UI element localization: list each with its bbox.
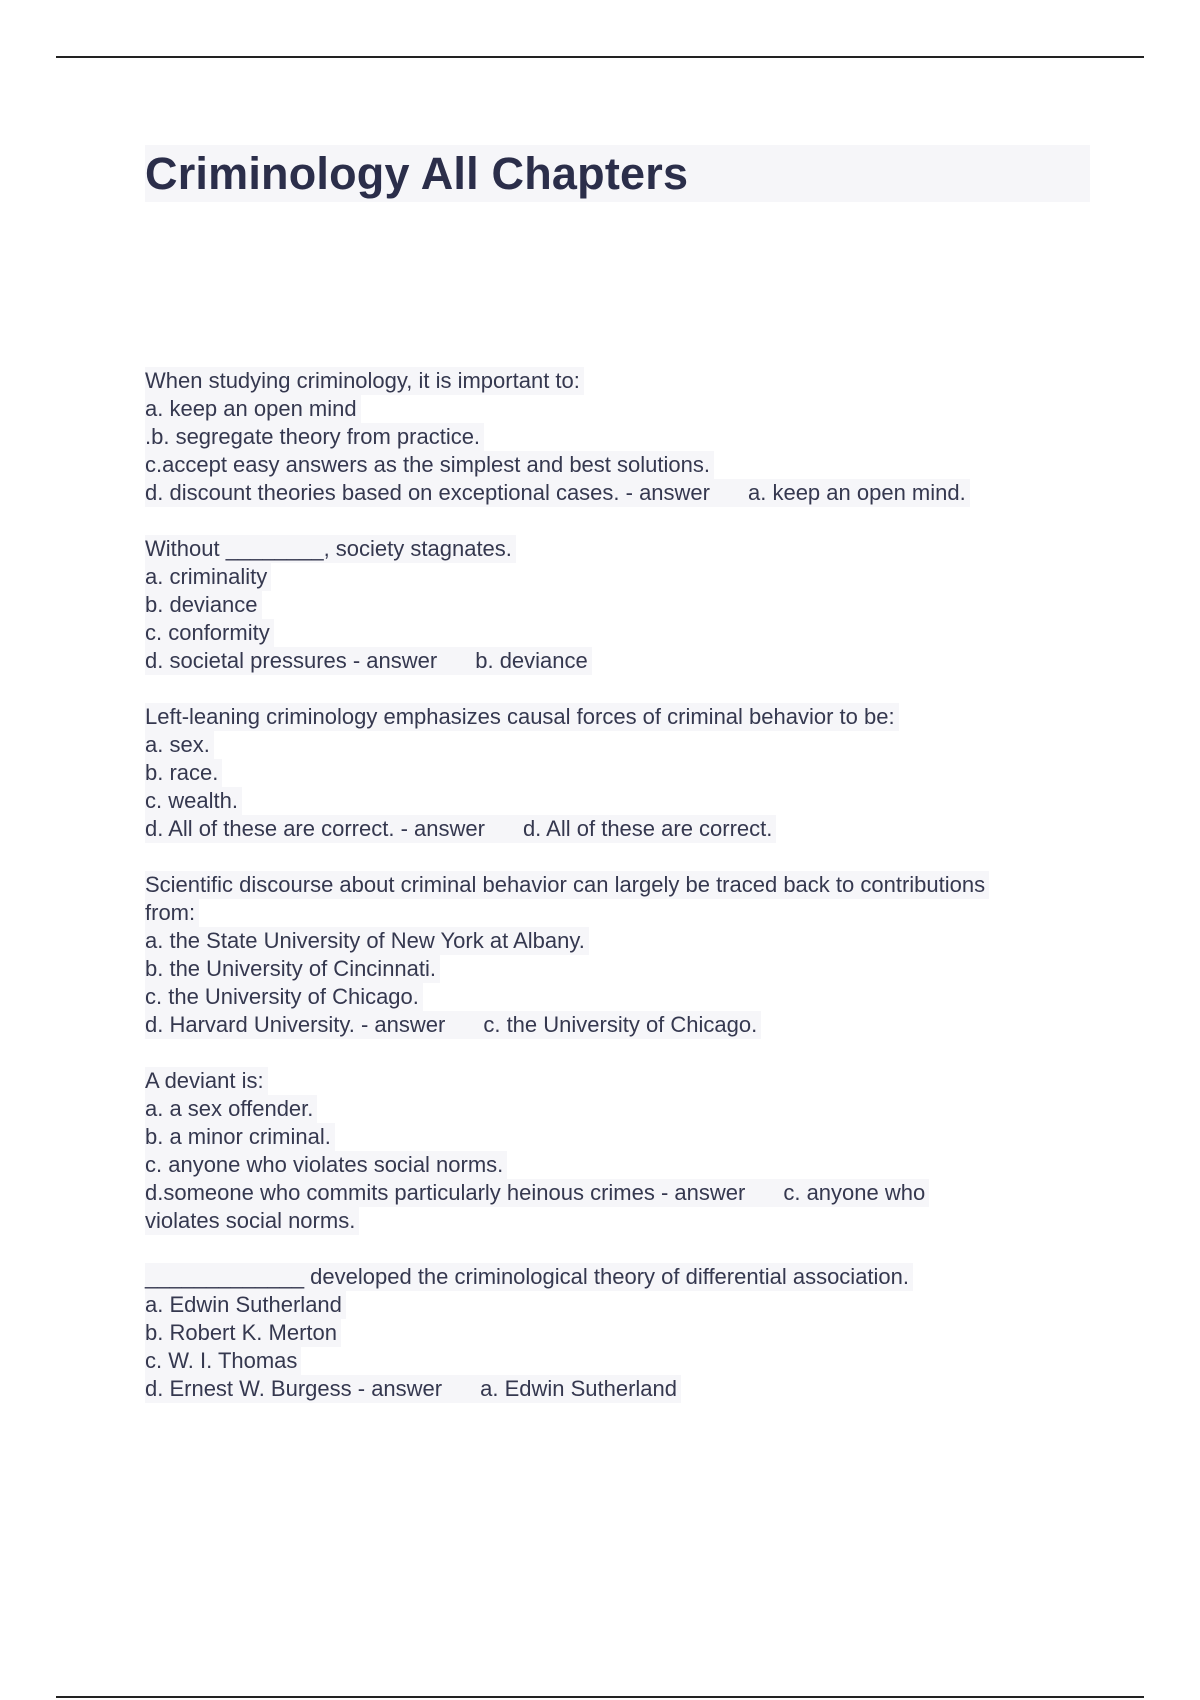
option-a: a. a sex offender. xyxy=(145,1095,317,1123)
question-block-3 xyxy=(145,703,1075,843)
answer-text: a. keep an open mind. xyxy=(748,480,966,505)
option-d: d. Harvard University. - answer xyxy=(145,1012,446,1037)
option-b: b. deviance xyxy=(145,591,262,619)
option-c: c. the University of Chicago. xyxy=(145,983,423,1011)
option-d-with-answer xyxy=(145,815,776,843)
option-b: b. Robert K. Merton xyxy=(145,1319,341,1347)
answer-text: c. the University of Chicago. xyxy=(483,1012,758,1037)
bottom-rule xyxy=(56,1696,1144,1698)
question-prompt-continued: from: xyxy=(145,899,199,927)
answer-text: a. Edwin Sutherland xyxy=(480,1376,678,1401)
questions-list xyxy=(145,367,1075,1431)
option-c: c. W. I. Thomas xyxy=(145,1347,301,1375)
question-block-2 xyxy=(145,535,1075,675)
question-prompt: When studying criminology, it is important to: xyxy=(145,367,584,395)
option-a: a. Edwin Sutherland xyxy=(145,1291,346,1319)
option-d: d.someone who commits particularly heinous crimes - answer xyxy=(145,1180,746,1205)
question-prompt: _____________ developed the criminological theory of differential association. xyxy=(145,1263,913,1291)
option-c: c. wealth. xyxy=(145,787,242,815)
option-d-with-answer xyxy=(145,1179,929,1207)
answer-text-continued: violates social norms. xyxy=(145,1207,359,1235)
option-b: b. race. xyxy=(145,759,222,787)
question-block-4 xyxy=(145,871,1075,1039)
option-a: a. criminality xyxy=(145,563,271,591)
option-d: d. All of these are correct. - answer xyxy=(145,816,485,841)
option-b: b. the University of Cincinnati. xyxy=(145,955,440,983)
option-b: b. a minor criminal. xyxy=(145,1123,335,1151)
option-c: c. anyone who violates social norms. xyxy=(145,1151,507,1179)
top-rule xyxy=(56,56,1144,58)
option-d: d. Ernest W. Burgess - answer xyxy=(145,1376,443,1401)
option-a: a. the State University of New York at Albany. xyxy=(145,927,589,955)
question-prompt: Scientific discourse about criminal behavior can largely be traced back to contributions xyxy=(145,871,989,899)
option-d-with-answer xyxy=(145,647,592,675)
question-prompt: Without ________, society stagnates. xyxy=(145,535,516,563)
option-a: a. sex. xyxy=(145,731,214,759)
answer-text: b. deviance xyxy=(475,648,588,673)
option-a: a. keep an open mind xyxy=(145,395,361,423)
page-title: Criminology All Chapters xyxy=(145,148,689,199)
answer-text: c. anyone who xyxy=(783,1180,926,1205)
option-d: d. societal pressures - answer xyxy=(145,648,438,673)
question-prompt: A deviant is: xyxy=(145,1067,268,1095)
option-d: d. discount theories based on exceptional cases. - answer xyxy=(145,480,710,505)
question-block-6 xyxy=(145,1263,1075,1403)
option-d-with-answer xyxy=(145,1011,761,1039)
question-block-5 xyxy=(145,1067,1075,1235)
answer-text: d. All of these are correct. xyxy=(522,816,773,841)
option-c: c.accept easy answers as the simplest and best solutions. xyxy=(145,451,714,479)
question-block-1 xyxy=(145,367,1075,507)
option-b: .b. segregate theory from practice. xyxy=(145,423,484,451)
option-d-with-answer xyxy=(145,479,970,507)
option-c: c. conformity xyxy=(145,619,274,647)
option-d-with-answer xyxy=(145,1375,681,1403)
question-prompt: Left-leaning criminology emphasizes causal forces of criminal behavior to be: xyxy=(145,703,899,731)
